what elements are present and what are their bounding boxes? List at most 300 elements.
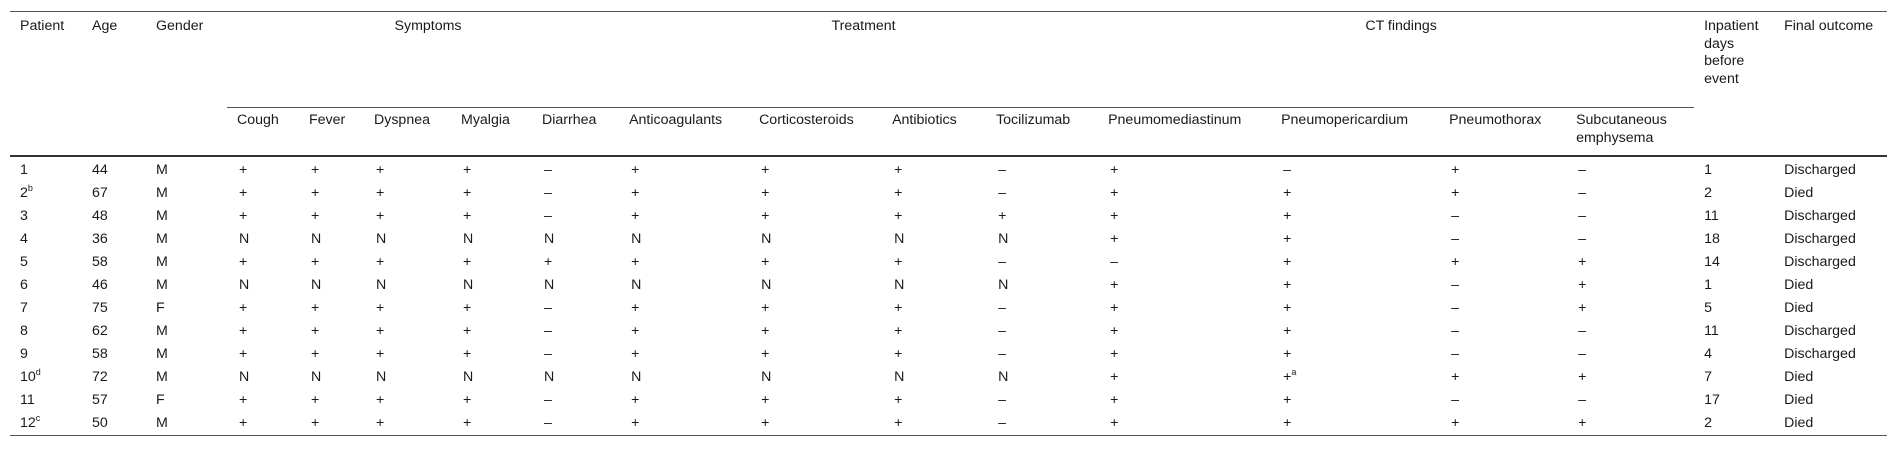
- cell-finding: [749, 156, 882, 182]
- cell-patient-value: 3: [20, 208, 28, 224]
- cell-inpatient-days: [1694, 274, 1774, 297]
- cell-inpatient-days: [1694, 156, 1774, 182]
- cell-finding: [619, 205, 749, 228]
- cell-patient-value: 4: [20, 231, 28, 247]
- cell-finding: [1439, 182, 1566, 205]
- cell-finding: [986, 274, 1098, 297]
- cell-finding: [532, 343, 619, 366]
- cell-finding: [227, 320, 299, 343]
- table-row: [10, 389, 1887, 412]
- cell-finding: [1439, 251, 1566, 274]
- cell-finding-value: –: [1578, 323, 1586, 339]
- cell-gender-value: F: [156, 300, 165, 316]
- table-row: [10, 205, 1887, 228]
- cell-age: [82, 156, 146, 182]
- cell-finding: [1098, 251, 1271, 274]
- cell-finding-value: +: [1283, 392, 1292, 408]
- cell-finding: [1566, 205, 1694, 228]
- cell-finding: [1271, 156, 1439, 182]
- cell-age: [82, 343, 146, 366]
- cell-finding-value: N: [311, 231, 322, 247]
- cell-finding: [299, 228, 364, 251]
- cell-finding: [1271, 366, 1439, 389]
- cell-finding-value: +: [1578, 277, 1587, 293]
- cell-finding: [451, 156, 532, 182]
- cell-finding: [451, 412, 532, 436]
- cell-finding-value: +: [239, 323, 248, 339]
- cell-finding: [1566, 297, 1694, 320]
- cell-finding-value: N: [311, 369, 322, 385]
- cell-finding: [882, 205, 986, 228]
- cell-finding: [619, 366, 749, 389]
- cell-gender-value: M: [156, 208, 168, 224]
- cell-finding: [1439, 343, 1566, 366]
- cell-finding-value: +: [239, 208, 248, 224]
- cell-finding: [451, 389, 532, 412]
- cell-inpatient-days: [1694, 251, 1774, 274]
- cell-finding-value: +: [631, 392, 640, 408]
- cell-finding: [619, 412, 749, 436]
- cell-patient-value: 6: [20, 277, 28, 293]
- cell-finding: [1566, 343, 1694, 366]
- cell-age-value: 62: [92, 323, 108, 339]
- cell-finding-value: –: [1578, 185, 1586, 201]
- cell-finding-value: +: [1110, 277, 1119, 293]
- cell-finding: [227, 412, 299, 436]
- cell-finding-value: +: [1451, 185, 1460, 201]
- cell-finding-value: +: [761, 162, 770, 178]
- cell-finding: [451, 205, 532, 228]
- table-body: [10, 156, 1887, 436]
- cell-inpatient-days: [1694, 389, 1774, 412]
- cell-finding-value: N: [239, 277, 250, 293]
- cell-finding-value: –: [544, 392, 552, 408]
- header-final-outcome: Final outcome: [1784, 18, 1874, 34]
- cell-finding: [1439, 412, 1566, 436]
- cell-finding: [451, 366, 532, 389]
- table-head: [10, 12, 1887, 157]
- cell-inpatient-days-value: 11: [1704, 208, 1719, 224]
- cell-inpatient-days: [1694, 320, 1774, 343]
- cell-finding: [749, 251, 882, 274]
- cell-gender-value: M: [156, 369, 168, 385]
- cell-finding-value: +: [1451, 162, 1460, 178]
- cell-finding: [364, 412, 451, 436]
- cell-finding-value: +: [376, 162, 385, 178]
- cell-inpatient-days-value: 17: [1704, 392, 1720, 408]
- cell-patient: [10, 412, 82, 436]
- cell-finding: [986, 389, 1098, 412]
- cell-finding-value: +: [1451, 254, 1460, 270]
- cell-finding-value: +: [1451, 369, 1460, 385]
- header-treatment: Treatment: [831, 18, 896, 34]
- cell-inpatient-days-value: 2: [1704, 415, 1712, 431]
- cell-finding: [1439, 297, 1566, 320]
- table-row: [10, 274, 1887, 297]
- cell-finding-value: N: [463, 277, 474, 293]
- cell-finding-value: +: [1578, 254, 1587, 270]
- cell-final-outcome: [1774, 320, 1887, 343]
- cell-finding: [619, 343, 749, 366]
- cell-finding: [299, 156, 364, 182]
- footnote-marker: a: [1291, 367, 1297, 377]
- cell-finding: [1566, 182, 1694, 205]
- cell-finding: [882, 366, 986, 389]
- cell-finding-value: +: [894, 323, 903, 339]
- table-row: [10, 320, 1887, 343]
- cell-finding: [1098, 156, 1271, 182]
- cell-finding-value: +: [894, 185, 903, 201]
- cell-finding-value: +: [1283, 300, 1292, 316]
- cell-age: [82, 228, 146, 251]
- cell-finding-value: +: [894, 254, 903, 270]
- patient-table: [10, 11, 1887, 436]
- cell-patient: [10, 182, 82, 205]
- cell-finding-value: –: [998, 185, 1006, 201]
- cell-finding: [299, 412, 364, 436]
- cell-finding: [299, 205, 364, 228]
- cell-age-value: 67: [92, 185, 108, 201]
- cell-finding: [882, 274, 986, 297]
- cell-finding-value: –: [544, 300, 552, 316]
- cell-finding: [986, 205, 1098, 228]
- cell-finding: [1566, 389, 1694, 412]
- cell-finding: [1566, 228, 1694, 251]
- cell-finding: [882, 343, 986, 366]
- cell-finding-value: +: [311, 415, 320, 431]
- cell-finding: [1439, 320, 1566, 343]
- cell-finding: [299, 274, 364, 297]
- cell-inpatient-days-value: 14: [1704, 254, 1720, 270]
- cell-finding-value: +: [631, 162, 640, 178]
- cell-patient: [10, 343, 82, 366]
- cell-finding: [986, 366, 1098, 389]
- cell-finding-value: +: [894, 208, 903, 224]
- cell-finding-value: +: [311, 300, 320, 316]
- cell-finding: [619, 297, 749, 320]
- cell-finding: [1098, 205, 1271, 228]
- cell-age: [82, 205, 146, 228]
- cell-inpatient-days: [1694, 228, 1774, 251]
- cell-patient-value: 7: [20, 300, 28, 316]
- cell-final-outcome-value: Discharged: [1784, 323, 1856, 339]
- cell-gender-value: M: [156, 323, 168, 339]
- table-row: [10, 343, 1887, 366]
- cell-final-outcome: [1774, 297, 1887, 320]
- cell-gender-value: M: [156, 185, 168, 201]
- cell-finding: [364, 297, 451, 320]
- cell-finding: [299, 320, 364, 343]
- header-dyspnea: Dyspnea: [364, 108, 451, 157]
- cell-finding-value: –: [1578, 392, 1586, 408]
- cell-patient-value: 10: [20, 369, 36, 385]
- cell-gender: [146, 251, 227, 274]
- cell-finding: [882, 320, 986, 343]
- cell-finding-value: +: [239, 415, 248, 431]
- cell-final-outcome-value: Died: [1784, 415, 1814, 431]
- cell-final-outcome: [1774, 182, 1887, 205]
- cell-final-outcome-value: Died: [1784, 185, 1814, 201]
- cell-finding: [1098, 228, 1271, 251]
- cell-finding-value: –: [998, 392, 1006, 408]
- cell-finding: [1271, 343, 1439, 366]
- cell-finding-value: +: [463, 162, 472, 178]
- cell-finding-value: N: [631, 231, 642, 247]
- cell-age-value: 46: [92, 277, 108, 293]
- cell-finding: [1271, 182, 1439, 205]
- cell-finding-value: +: [239, 346, 248, 362]
- cell-finding: [619, 251, 749, 274]
- cell-finding-value: +: [1110, 162, 1119, 178]
- cell-finding: [227, 343, 299, 366]
- cell-finding-value: +: [376, 346, 385, 362]
- header-age: Age: [92, 18, 118, 34]
- header-pneumothorax: Pneumothorax: [1439, 108, 1566, 157]
- header-diarrhea: Diarrhea: [532, 108, 619, 157]
- cell-finding-value: N: [761, 231, 772, 247]
- cell-finding: [882, 412, 986, 436]
- header-inpatient-days: Inpatient days before event: [1704, 18, 1759, 87]
- cell-finding-value: –: [544, 208, 552, 224]
- cell-age-value: 58: [92, 346, 108, 362]
- cell-patient: [10, 251, 82, 274]
- cell-finding: [1566, 412, 1694, 436]
- cell-finding-value: N: [894, 231, 905, 247]
- cell-finding-value: +: [1283, 208, 1292, 224]
- cell-final-outcome-value: Discharged: [1784, 162, 1856, 178]
- cell-finding: [451, 297, 532, 320]
- cell-patient: [10, 366, 82, 389]
- cell-finding: [619, 182, 749, 205]
- cell-finding: [986, 156, 1098, 182]
- cell-finding-value: +: [894, 392, 903, 408]
- cell-gender: [146, 320, 227, 343]
- cell-final-outcome-value: Discharged: [1784, 254, 1856, 270]
- cell-finding: [1439, 366, 1566, 389]
- cell-finding: [227, 228, 299, 251]
- cell-gender-value: F: [156, 392, 165, 408]
- cell-finding-value: N: [544, 277, 555, 293]
- cell-gender-value: M: [156, 231, 168, 247]
- cell-finding: [986, 182, 1098, 205]
- cell-finding-value: –: [1578, 208, 1586, 224]
- cell-finding: [1271, 412, 1439, 436]
- cell-finding-value: +: [463, 346, 472, 362]
- cell-finding-value: +: [761, 323, 770, 339]
- cell-finding: [1271, 228, 1439, 251]
- cell-finding-value: +: [1283, 346, 1292, 362]
- cell-finding: [1566, 251, 1694, 274]
- cell-age-value: 50: [92, 415, 108, 431]
- cell-finding-value: –: [1451, 392, 1459, 408]
- cell-finding: [1271, 320, 1439, 343]
- cell-finding-value: +: [376, 185, 385, 201]
- cell-finding-value: +: [463, 300, 472, 316]
- cell-gender-value: M: [156, 415, 168, 431]
- header-subcutaneous-emphysema: Subcutaneous emphysema: [1566, 108, 1694, 157]
- cell-finding: [451, 228, 532, 251]
- cell-gender-value: M: [156, 162, 168, 178]
- cell-finding: [749, 297, 882, 320]
- cell-patient-value: 5: [20, 254, 28, 270]
- cell-finding-value: –: [998, 415, 1006, 431]
- cell-final-outcome-value: Died: [1784, 300, 1814, 316]
- cell-finding: [364, 366, 451, 389]
- cell-finding: [532, 297, 619, 320]
- cell-finding: [1098, 320, 1271, 343]
- cell-patient-value: 11: [20, 392, 35, 408]
- cell-final-outcome-value: Died: [1784, 369, 1814, 385]
- cell-finding-value: N: [894, 369, 905, 385]
- header-symptoms: Symptoms: [394, 18, 462, 34]
- cell-finding: [749, 274, 882, 297]
- cell-finding-value: –: [998, 346, 1006, 362]
- cell-finding-value: +: [1110, 185, 1119, 201]
- cell-age-value: 75: [92, 300, 108, 316]
- cell-finding-value: +: [761, 185, 770, 201]
- cell-patient-value: 9: [20, 346, 28, 362]
- cell-finding: [882, 156, 986, 182]
- cell-finding-value: +: [1110, 346, 1119, 362]
- cell-finding: [1439, 274, 1566, 297]
- cell-finding: [299, 366, 364, 389]
- cell-finding-value: N: [761, 277, 772, 293]
- table-row: [10, 156, 1887, 182]
- cell-finding: [619, 389, 749, 412]
- cell-finding-value: N: [239, 369, 250, 385]
- cell-patient: [10, 297, 82, 320]
- cell-finding: [882, 182, 986, 205]
- cell-finding-value: –: [1578, 231, 1586, 247]
- header-pneumopericardium: Pneumopericardium: [1271, 108, 1439, 157]
- cell-finding: [299, 297, 364, 320]
- header-antibiotics: Antibiotics: [882, 108, 986, 157]
- cell-finding-value: +: [239, 392, 248, 408]
- cell-gender: [146, 228, 227, 251]
- cell-finding: [749, 205, 882, 228]
- cell-patient: [10, 274, 82, 297]
- cell-finding: [1566, 320, 1694, 343]
- cell-finding-value: –: [998, 300, 1006, 316]
- cell-finding-value: +: [311, 323, 320, 339]
- cell-finding-value: +: [1283, 231, 1292, 247]
- cell-finding: [1566, 156, 1694, 182]
- cell-age: [82, 182, 146, 205]
- cell-final-outcome-value: Discharged: [1784, 208, 1856, 224]
- cell-finding-value: +: [239, 162, 248, 178]
- cell-finding-value: –: [998, 254, 1006, 270]
- cell-finding: [532, 274, 619, 297]
- cell-inpatient-days-value: 5: [1704, 300, 1712, 316]
- cell-finding: [299, 389, 364, 412]
- cell-finding: [1098, 412, 1271, 436]
- cell-inpatient-days: [1694, 412, 1774, 436]
- cell-inpatient-days: [1694, 366, 1774, 389]
- cell-finding: [986, 343, 1098, 366]
- cell-finding: [532, 412, 619, 436]
- cell-finding: [364, 389, 451, 412]
- cell-finding: [882, 251, 986, 274]
- cell-finding: [1566, 366, 1694, 389]
- cell-age-value: 72: [92, 369, 108, 385]
- cell-finding-value: –: [998, 162, 1006, 178]
- header-gender: Gender: [156, 18, 204, 34]
- cell-finding-value: +: [1283, 415, 1292, 431]
- cell-inpatient-days-value: 1: [1704, 162, 1712, 178]
- cell-finding: [1271, 274, 1439, 297]
- cell-finding-value: +: [998, 208, 1007, 224]
- cell-finding: [619, 156, 749, 182]
- table-row: [10, 182, 1887, 205]
- cell-finding-value: +: [463, 208, 472, 224]
- cell-finding-value: +: [463, 415, 472, 431]
- cell-inpatient-days-value: 1: [1704, 277, 1712, 293]
- cell-finding-value: +: [239, 185, 248, 201]
- cell-finding-value: –: [1451, 300, 1459, 316]
- cell-finding-value: +: [463, 254, 472, 270]
- cell-final-outcome-value: Discharged: [1784, 346, 1856, 362]
- cell-inpatient-days-value: 11: [1704, 323, 1719, 339]
- cell-finding: [1566, 274, 1694, 297]
- cell-finding-value: +: [894, 300, 903, 316]
- cell-finding-value: +: [1110, 323, 1119, 339]
- cell-gender: [146, 205, 227, 228]
- cell-finding-value: N: [544, 231, 555, 247]
- cell-inpatient-days-value: 4: [1704, 346, 1712, 362]
- cell-finding: [227, 205, 299, 228]
- cell-age: [82, 389, 146, 412]
- cell-finding: [1271, 297, 1439, 320]
- cell-finding: [1098, 366, 1271, 389]
- cell-finding-value: –: [544, 185, 552, 201]
- cell-finding-value: +: [1283, 277, 1292, 293]
- table-row: [10, 251, 1887, 274]
- cell-finding-value: +: [311, 185, 320, 201]
- cell-finding: [532, 228, 619, 251]
- table-row: [10, 366, 1887, 389]
- cell-finding: [227, 182, 299, 205]
- cell-patient: [10, 228, 82, 251]
- cell-patient: [10, 389, 82, 412]
- cell-finding: [986, 412, 1098, 436]
- cell-age: [82, 366, 146, 389]
- cell-finding-value: +: [894, 346, 903, 362]
- cell-finding-value: +: [1110, 300, 1119, 316]
- cell-finding-value: +: [1283, 185, 1292, 201]
- cell-finding: [532, 366, 619, 389]
- cell-finding: [532, 156, 619, 182]
- header-cough: Cough: [227, 108, 299, 157]
- cell-finding: [986, 320, 1098, 343]
- cell-finding: [364, 205, 451, 228]
- cell-finding-value: +: [1110, 231, 1119, 247]
- cell-finding-value: +: [463, 392, 472, 408]
- cell-finding-value: +: [1283, 323, 1292, 339]
- cell-inpatient-days-value: 2: [1704, 185, 1712, 201]
- footnote-marker: d: [35, 367, 41, 377]
- cell-final-outcome: [1774, 366, 1887, 389]
- cell-finding-value: N: [376, 369, 387, 385]
- cell-finding: [227, 274, 299, 297]
- header-pneumomediastinum: Pneumomediastinum: [1098, 108, 1271, 157]
- cell-finding-value: N: [998, 231, 1009, 247]
- cell-finding-value: +: [1110, 415, 1119, 431]
- cell-finding: [532, 389, 619, 412]
- cell-finding: [619, 320, 749, 343]
- cell-finding-value: –: [1578, 346, 1586, 362]
- cell-age: [82, 251, 146, 274]
- cell-age: [82, 297, 146, 320]
